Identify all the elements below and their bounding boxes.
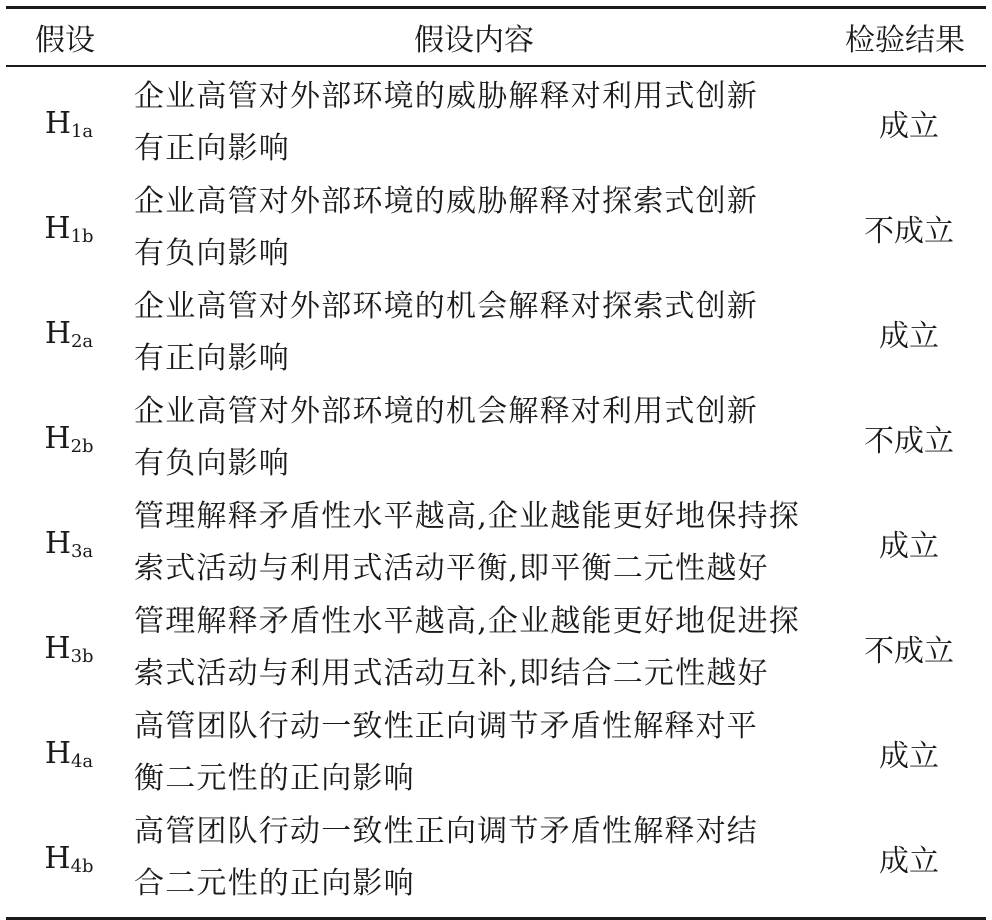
header-result: 检验结果 xyxy=(845,23,965,58)
hypothesis-content: 企业高管对外部环境的机会解释对探索式创新 有正向影响 xyxy=(134,289,758,376)
table-row xyxy=(6,701,986,806)
table-row xyxy=(6,71,986,176)
test-result: 成立 xyxy=(879,844,939,879)
hypothesis-content: 高管团队行动一致性正向调节矛盾性解释对结 合二元性的正向影响 xyxy=(134,814,758,901)
table-row xyxy=(6,806,986,911)
hypothesis-table xyxy=(6,6,986,920)
hypothesis-content: 高管团队行动一致性正向调节矛盾性解释对平 衡二元性的正向影响 xyxy=(134,709,758,796)
hypothesis-content: 企业高管对外部环境的威胁解释对利用式创新 有正向影响 xyxy=(134,79,758,166)
test-result: 成立 xyxy=(879,319,939,354)
hypothesis-id: $H_{4a}$ xyxy=(44,735,94,772)
hypothesis-content: 企业高管对外部环境的机会解释对利用式创新 有负向影响 xyxy=(134,394,758,481)
table-row xyxy=(6,386,986,491)
hypothesis-id: $H_{2a}$ xyxy=(44,315,94,352)
table-body xyxy=(6,67,986,917)
test-result: 不成立 xyxy=(864,214,954,249)
table-row xyxy=(6,176,986,281)
test-result: 不成立 xyxy=(864,424,954,459)
header-content: 假设内容 xyxy=(414,23,534,58)
hypothesis-id: $H_{2b}$ xyxy=(44,420,94,457)
hypothesis-id: $H_{1b}$ xyxy=(44,210,94,247)
table-header xyxy=(6,9,986,65)
test-result: 成立 xyxy=(879,739,939,774)
test-result: 成立 xyxy=(879,109,939,144)
table-row xyxy=(6,596,986,701)
hypothesis-id: $H_{4b}$ xyxy=(44,840,94,877)
hypothesis-id: $H_{1a}$ xyxy=(44,105,94,142)
header-hypothesis: 假设 xyxy=(35,23,95,58)
bottom-rule xyxy=(6,917,986,920)
test-result: 成立 xyxy=(879,529,939,564)
hypothesis-id: $H_{3b}$ xyxy=(44,630,94,667)
hypothesis-id: $H_{3a}$ xyxy=(44,525,94,562)
hypothesis-content: 管理解释矛盾性水平越高,企业越能更好地促进探 索式活动与利用式活动互补,即结合二元性越好 xyxy=(134,604,800,691)
table-row xyxy=(6,281,986,386)
test-result: 不成立 xyxy=(864,634,954,669)
hypothesis-content: 管理解释矛盾性水平越高,企业越能更好地保持探 索式活动与利用式活动平衡,即平衡二元性越好 xyxy=(134,499,800,586)
hypothesis-content: 企业高管对外部环境的威胁解释对探索式创新 有负向影响 xyxy=(134,184,758,271)
table-row xyxy=(6,491,986,596)
